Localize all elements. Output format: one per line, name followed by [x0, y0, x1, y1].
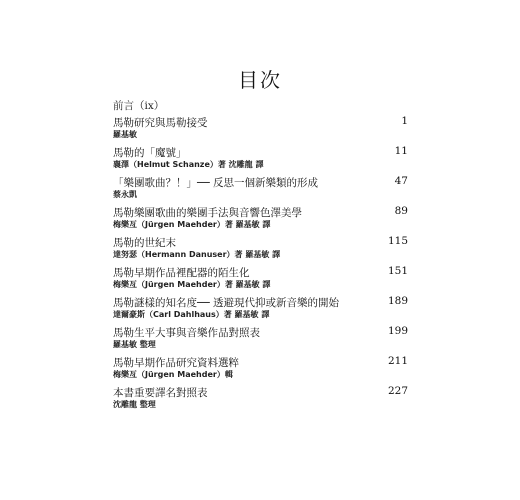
entry-title: 「樂團歌曲？！」── 反思一個新樂類的形成 [113, 177, 318, 189]
toc-entry [113, 265, 408, 295]
entry-page-number: 211 [387, 355, 408, 367]
entry-credit: 達爾豪斯（Carl Dahlhaus）著 羅基敏 譯 [113, 310, 270, 319]
entry-page-number: 89 [394, 205, 408, 217]
page-title: 目次 [238, 68, 282, 92]
toc-entries [113, 115, 408, 415]
entry-page-number: 227 [387, 385, 408, 397]
entry-page-number: 47 [394, 175, 408, 187]
entry-credit: 羅基敏 [113, 130, 137, 139]
entry-credit: 梅樂亙（Jürgen Maehder）輯 [113, 370, 233, 379]
entry-title: 馬勒樂團歌曲的樂團手法與音響色澤美學 [113, 207, 302, 219]
toc-entry [113, 175, 408, 205]
entry-page-number: 199 [387, 325, 408, 337]
entry-title: 馬勒早期作品研究資料選粹 [113, 357, 239, 369]
entry-title: 馬勒謎樣的知名度── 透避現代抑或新音樂的開始 [113, 297, 339, 309]
entry-title: 馬勒早期作品裡配器的陌生化 [113, 267, 250, 279]
entry-title: 馬勒研究與馬勒接受 [113, 117, 208, 129]
entry-page-number: 189 [387, 295, 408, 307]
toc-entry [113, 145, 408, 175]
entry-title: 本書重要譯名對照表 [113, 387, 208, 399]
entry-credit: 襄澤（Helmut Schanze）著 沈雕龍 譯 [113, 160, 264, 169]
entry-credit: 羅基敏 整理 [113, 340, 156, 349]
entry-credit: 沈雕龍 整理 [113, 400, 156, 409]
toc-entry [113, 355, 408, 385]
preface-entry: 前言（ix） [113, 100, 165, 112]
entry-page-number: 1 [401, 115, 408, 127]
toc-entry [113, 325, 408, 355]
entry-credit: 梅樂亙（Jürgen Maehder）著 羅基敏 譯 [113, 220, 271, 229]
entry-credit: 梅樂亙（Jürgen Maehder）著 羅基敏 譯 [113, 280, 271, 289]
toc-entry [113, 205, 408, 235]
toc-entry [113, 295, 408, 325]
entry-page-number: 11 [394, 145, 408, 157]
entry-page-number: 151 [387, 265, 408, 277]
toc-entry [113, 385, 408, 415]
toc-entry [113, 115, 408, 145]
entry-title: 馬勒生平大事與音樂作品對照表 [113, 327, 260, 339]
toc-entry [113, 235, 408, 265]
entry-credit: 蔡永凱 [113, 190, 137, 199]
entry-credit: 達努瑟（Hermann Danuser）著 羅基敏 譯 [113, 250, 281, 259]
entry-title: 馬勒的世紀末 [113, 237, 176, 249]
entry-page-number: 115 [387, 235, 408, 247]
entry-title: 馬勒的「魔號」 [113, 147, 187, 159]
